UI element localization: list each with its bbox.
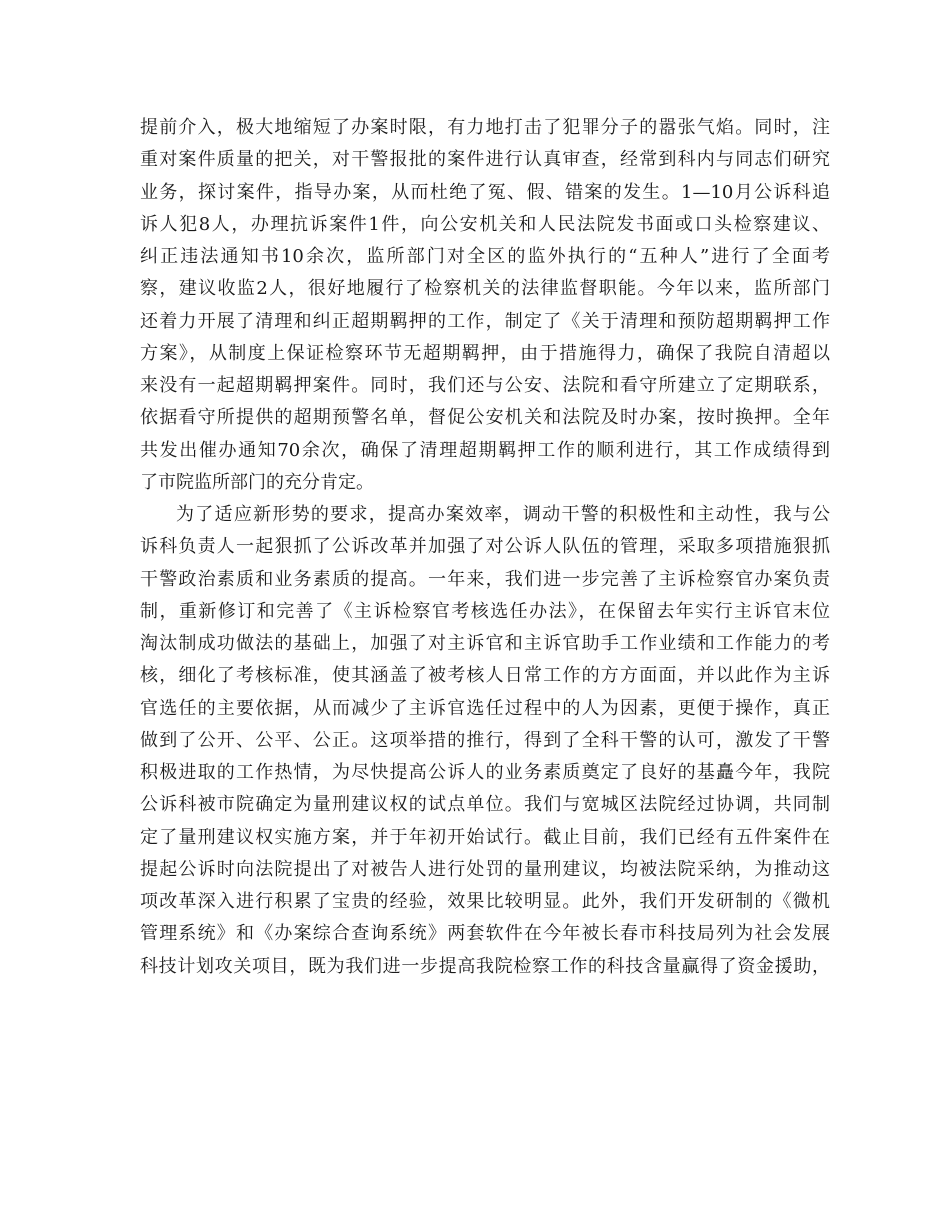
text-line: 管理系统》和《办案综合查询系统》两套软件在今年被长春市科技局列为社会发展 bbox=[140, 923, 830, 945]
text-line: 诉科负责人一起狠抓了公诉改革并加强了对公诉人队伍的管理，采取多项措施狠抓 bbox=[140, 536, 830, 558]
text-line: 提起公诉时向法院提出了对被告人进行处罚的量刑建议，均被法院采纳，为推动这 bbox=[140, 858, 830, 880]
text-line: 核，细化了考核标准，使其涵盖了被考核人日常工作的方方面面，并以此作为主诉 bbox=[140, 665, 830, 687]
text-line: 提前介入，极大地缩短了办案时限，有力地打击了犯罪分子的嚣张气焰。同时，注 bbox=[140, 117, 830, 138]
text-line: 诉人犯8人，办理抗诉案件1件，向公安机关和人民法院发书面或口头检察建议、 bbox=[140, 213, 830, 235]
paragraph-end-line: 了市院监所部门的充分肯定。 bbox=[140, 471, 374, 493]
text-line: 业务，探讨案件，指导办案，从而杜绝了冤、假、错案的发生。1—10月公诉科追 bbox=[140, 181, 830, 203]
text-line: 做到了公开、公平、公正。这项举措的推行，得到了全科干警的认可，激发了干警 bbox=[140, 729, 830, 751]
text-line: 还着力开展了清理和纠正超期羁押的工作，制定了《关于清理和预防超期羁押工作 bbox=[140, 310, 830, 332]
text-line: 方案》，从制度上保证检察环节无超期羁押，由于措施得力，确保了我院自清超以 bbox=[140, 342, 830, 364]
text-line: 察，建议收监2人，很好地履行了检察机关的法律监督职能。今年以来，监所部门 bbox=[140, 278, 830, 300]
text-line: 共发出催办通知70余次，确保了清理超期羁押工作的顺利进行，其工作成绩得到 bbox=[140, 439, 830, 461]
text-line: 依据看守所提供的超期预警名单，督促公安机关和法院及时办案，按时换押。全年 bbox=[140, 407, 830, 429]
document-body bbox=[140, 112, 830, 983]
text-line: 制，重新修订和完善了《主诉检察官考核选任办法》，在保留去年实行主诉官末位 bbox=[140, 600, 830, 622]
text-line: 积极进取的工作热情，为尽快提高公诉人的业务素质奠定了良好的基矗今年，我院 bbox=[140, 762, 830, 783]
text-line: 科技计划攻关项目，既为我们进一步提高我院检察工作的科技含量赢得了资金援助， bbox=[140, 955, 830, 977]
text-line: 重对案件质量的把关，对干警报批的案件进行认真审查，经常到科内与同志们研究 bbox=[140, 149, 830, 171]
text-line: 来没有一起超期羁押案件。同时，我们还与公安、法院和看守所建立了定期联系， bbox=[140, 375, 830, 396]
paragraph-start-line: 为了适应新形势的要求，提高办案效率，调动干警的积极性和主动性，我与公 bbox=[176, 504, 830, 525]
text-line: 纠正违法通知书10余次，监所部门对全区的监外执行的“五种人”进行了全面考 bbox=[140, 246, 830, 267]
text-line: 项改革深入进行积累了宝贵的经验，效果比较明显。此外，我们开发研制的《微机 bbox=[140, 891, 830, 912]
text-line: 定了量刑建议权实施方案，并于年初开始试行。截止目前，我们已经有五件案件在 bbox=[140, 826, 830, 848]
text-line: 公诉科被市院确定为量刑建议权的试点单位。我们与宽城区法院经过协调，共同制 bbox=[140, 794, 830, 816]
text-line: 淘汰制成功做法的基础上，加强了对主诉官和主诉官助手工作业绩和工作能力的考 bbox=[140, 633, 830, 654]
text-line: 官选任的主要依据，从而减少了主诉官选任过程中的人为因素，更便于操作，真正 bbox=[140, 697, 830, 719]
text-line: 干警政治素质和业务素质的提高。一年来，我们进一步完善了主诉检察官办案负责 bbox=[140, 568, 830, 590]
